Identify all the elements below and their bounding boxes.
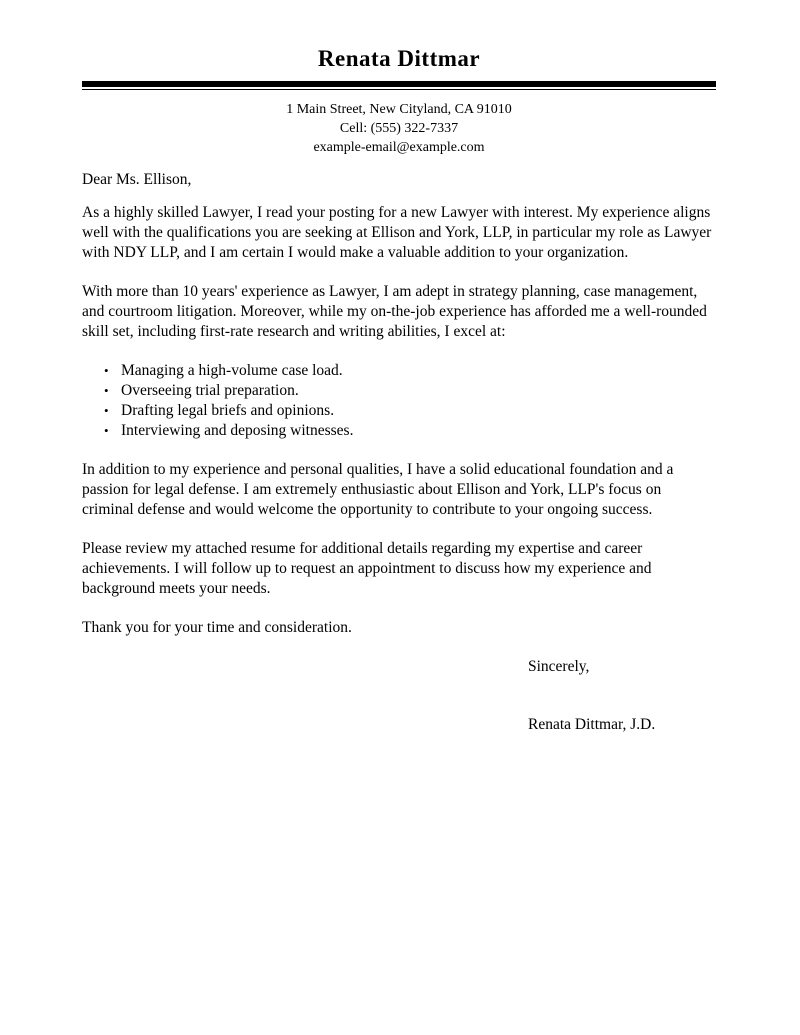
paragraph: With more than 10 years' experience as Lawyer, I am adept in strategy planning, case management, and courtroom litigation. Moreover, while my on-the-job experience has afforded me a well-rounded skill set, including first-rate research and writing abilities, I excel at: [82, 283, 707, 340]
bullet-marker: • [104, 383, 109, 398]
bullet-marker: • [104, 423, 109, 438]
list-item [104, 381, 716, 401]
signoff-block [82, 657, 716, 735]
sender-name: Renata Dittmar [317, 46, 481, 71]
sender-phone: Cell: (555) 322-7337 [339, 121, 459, 136]
list-item [104, 401, 716, 421]
bullet-marker: • [104, 403, 109, 418]
bullet-text: Overseeing trial preparation. [121, 382, 299, 399]
bullet-text: Managing a high-volume case load. [121, 362, 343, 379]
bullet-text: Drafting legal briefs and opinions. [121, 402, 335, 419]
bullet-marker: • [104, 363, 109, 378]
letter-header [82, 46, 716, 157]
header-rule-divider [82, 81, 716, 90]
paragraph: As a highly skilled Lawyer, I read your posting for a new Lawyer with interest. My experience aligns well with the qualifications you are seeking at Ellison and York, LLP, in particular my role as Lawyer with NDY LLP, and I am certain I would make a valuable addition to your organization. [82, 204, 712, 261]
bullet-text: Interviewing and deposing witnesses. [121, 422, 354, 439]
skills-list [104, 361, 716, 441]
salutation: Dear Ms. Ellison, [82, 171, 192, 188]
sender-address: 1 Main Street, New Cityland, CA 91010 [286, 102, 512, 117]
list-item [104, 421, 716, 441]
signature-name: Renata Dittmar, J.D. [528, 716, 656, 733]
closing-thanks: Thank you for your time and consideration. [82, 619, 352, 636]
contact-block [82, 100, 716, 157]
signoff: Sincerely, [528, 658, 590, 675]
sender-email: example-email@example.com [313, 140, 485, 155]
paragraph: Please review my attached resume for additional details regarding my expertise and career achievements. I will follow up to request an appointment to discuss how my experience and background meets your needs. [82, 540, 652, 597]
letter-body [82, 170, 716, 735]
paragraph: In addition to my experience and personal qualities, I have a solid educational foundation and a passion for legal defense. I am extremely enthusiastic about Ellison and York, LLP's focus on criminal defense and would welcome the opportunity to contribute to your ongoing success. [82, 461, 674, 518]
list-item [104, 361, 716, 381]
